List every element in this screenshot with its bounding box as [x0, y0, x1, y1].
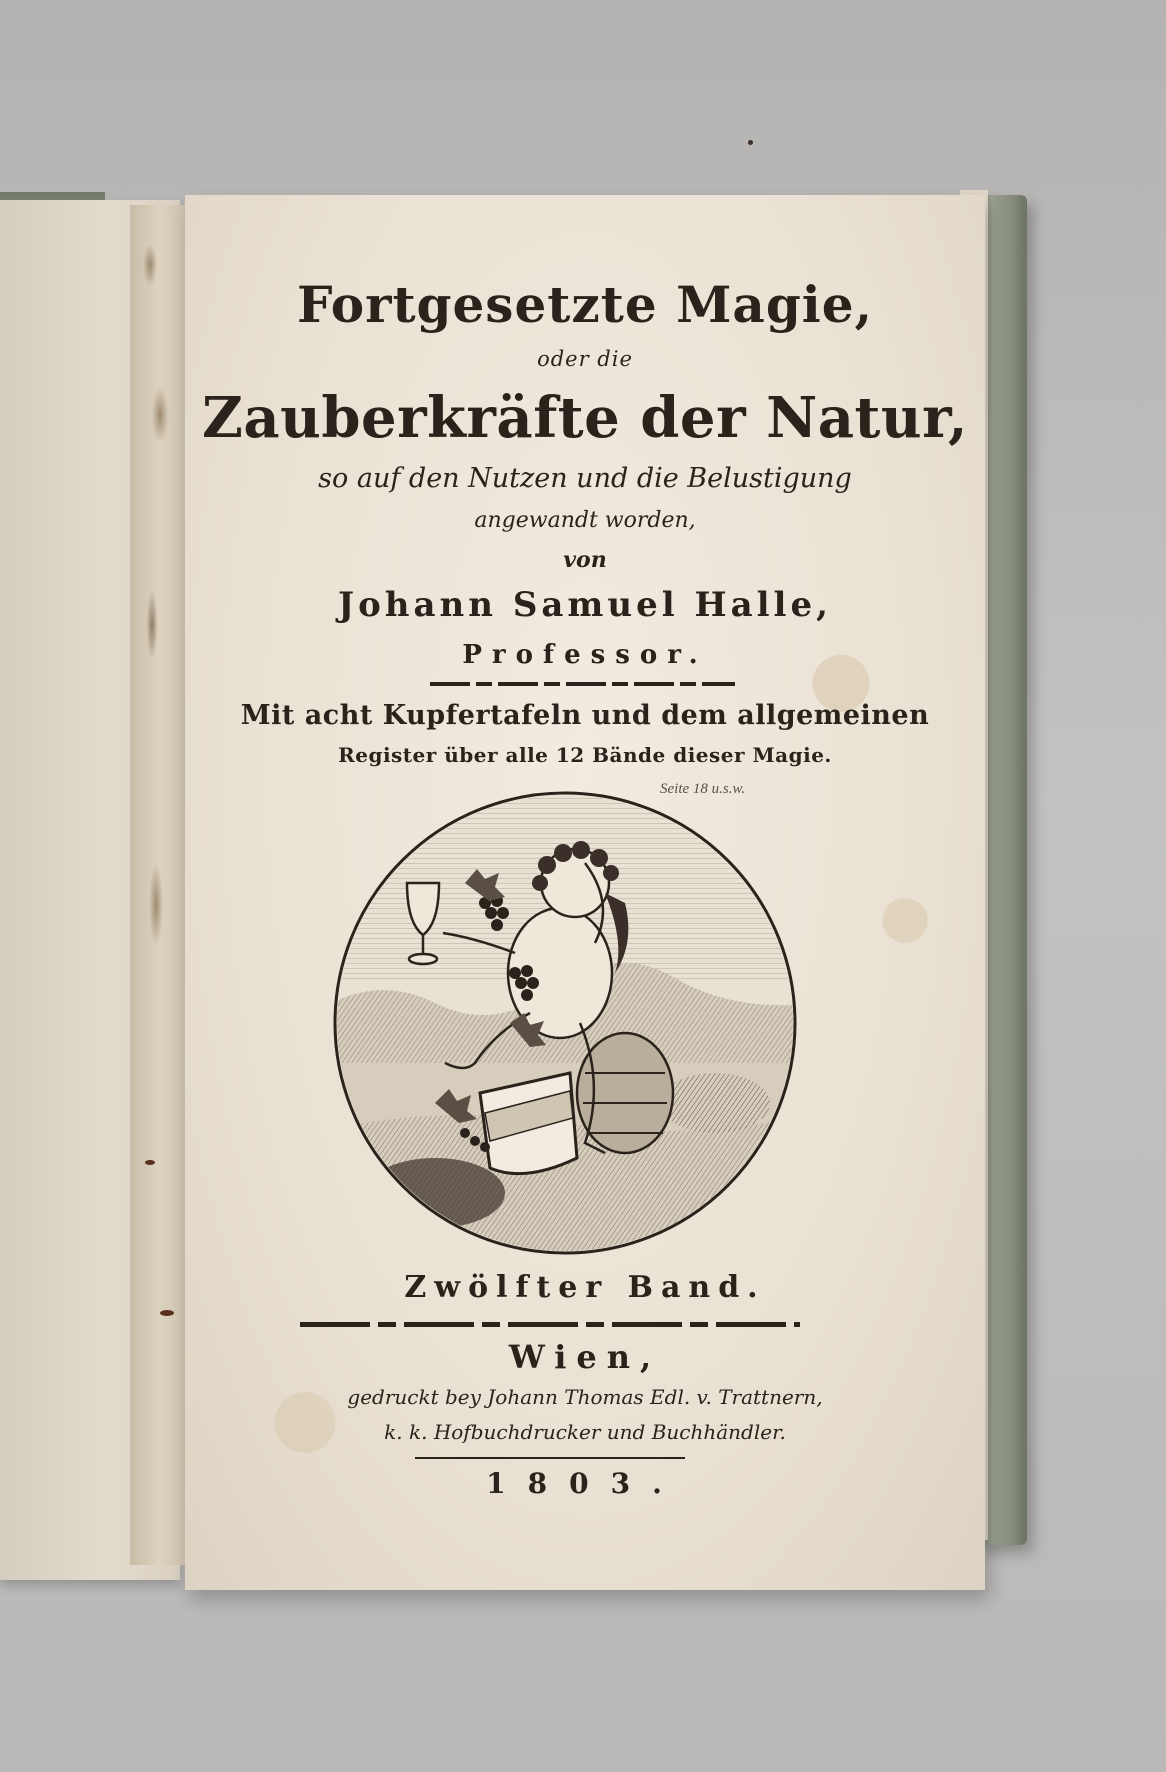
subtitle-line-2: angewandt worden, [474, 508, 696, 533]
connector-text: oder die [537, 347, 633, 371]
title-page [185, 195, 985, 1590]
ornamental-rule-lower [300, 1322, 800, 1327]
main-title: Zauberkräfte der Natur, [201, 385, 969, 451]
thin-rule [415, 1457, 685, 1459]
printer-line-1: gedruckt bey Johann Thomas Edl. v. Trattnern, [347, 1385, 823, 1409]
torn-gutter [130, 205, 188, 1565]
printer-line-2: k. k. Hofbuchdrucker und Buchhändler. [384, 1420, 786, 1444]
volume-label: Zwölfter Band. [404, 1270, 766, 1305]
by-text: von [563, 547, 607, 573]
plates-line-2: Register über alle 12 Bände dieser Magie. [338, 743, 832, 767]
title-line: Fortgesetzte Magie, [296, 275, 873, 334]
plates-line-1: Mit acht Kupfertafeln und dem allgemeinen [240, 700, 930, 731]
stain-spot [145, 1160, 155, 1165]
cherub-medallion-icon [315, 773, 815, 1273]
handwritten-note: Seite 18 u.s.w. [660, 781, 746, 797]
ornamental-rule [430, 682, 735, 686]
publication-year: 1803. [486, 1467, 684, 1500]
stain-spot [160, 1310, 174, 1316]
subtitle-line-1: so auf den Nutzen und die Belustigung [318, 463, 852, 494]
dust-speck [748, 140, 753, 145]
author-name: Johann Samuel Halle, [338, 585, 832, 625]
author-title: Professor. [462, 640, 708, 670]
place-of-print: Wien, [508, 1338, 662, 1376]
